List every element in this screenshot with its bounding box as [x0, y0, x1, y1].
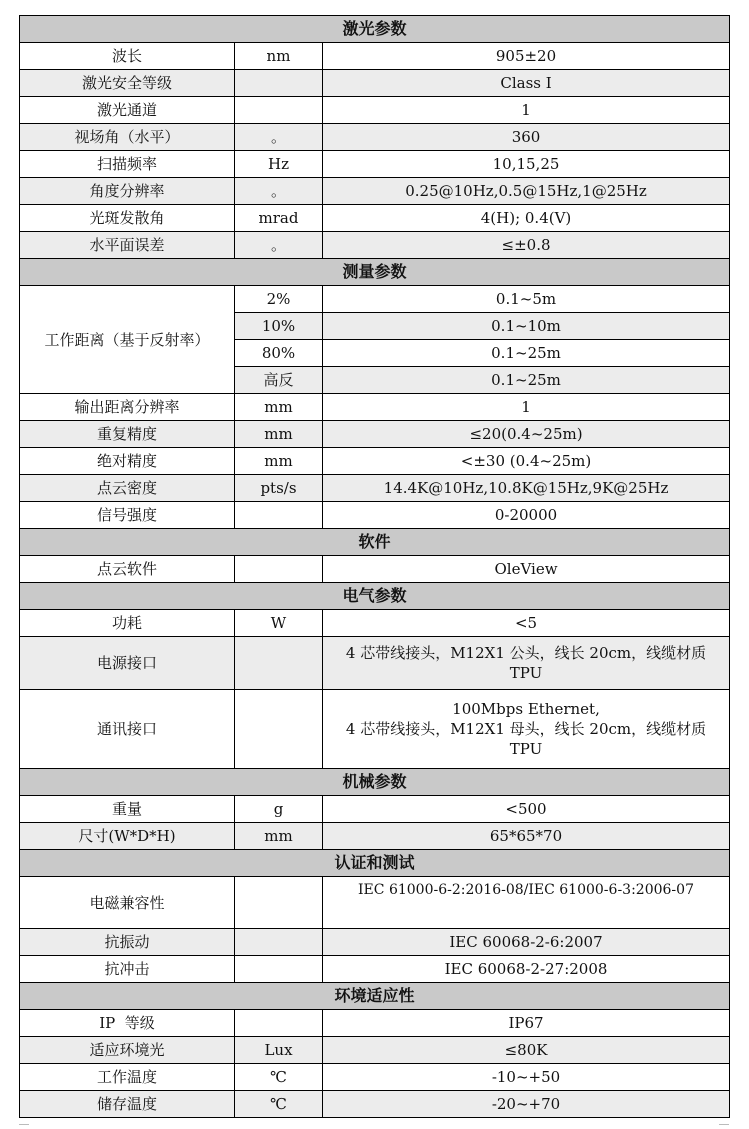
table-row: [20, 232, 730, 259]
table-row: [20, 637, 730, 690]
param-unit: Hz: [235, 151, 323, 178]
param-value: OleView: [323, 556, 730, 583]
reflectivity: 10%: [235, 313, 323, 340]
section-title: 软件: [20, 529, 730, 556]
value-line: 4 芯带线接头，M12X1 母头，线长 20cm，线缆材质: [345, 720, 707, 738]
value-line: 4 芯带线接头，M12X1 公头，线长 20cm，线缆材质: [345, 644, 707, 662]
param-unit: [235, 502, 323, 529]
param-value: 10,15,25: [323, 151, 730, 178]
param-name: 重量: [20, 796, 235, 823]
param-name: 工作温度: [20, 1064, 235, 1091]
table-row: [20, 421, 730, 448]
param-unit: [235, 637, 323, 690]
section-title: 激光参数: [20, 16, 730, 43]
param-value: 0.1~5m: [323, 286, 730, 313]
table-row: [20, 823, 730, 850]
param-name: 点云密度: [20, 475, 235, 502]
param-value: 0.1~10m: [323, 313, 730, 340]
section-header-measure: [20, 259, 730, 286]
page-edge-marks: [0, 1124, 749, 1129]
section-header-electrical: [20, 583, 730, 610]
param-name: 波长: [20, 43, 235, 70]
param-name: 角度分辨率: [20, 178, 235, 205]
param-value: Class I: [323, 70, 730, 97]
param-name: 抗振动: [20, 929, 235, 956]
section-title: 认证和测试: [20, 850, 730, 877]
param-unit: ℃: [235, 1064, 323, 1091]
param-value: 4(H); 0.4(V): [323, 205, 730, 232]
param-value: 1: [323, 97, 730, 124]
table-row: [20, 502, 730, 529]
table-row: [20, 1010, 730, 1037]
param-name: IP 等级: [20, 1010, 235, 1037]
table-row: [20, 1037, 730, 1064]
param-value: ≤±0.8: [323, 232, 730, 259]
table-row: [20, 448, 730, 475]
param-name: 重复精度: [20, 421, 235, 448]
param-value: ≤80K: [323, 1037, 730, 1064]
param-value: 0.25@10Hz,0.5@15Hz,1@25Hz: [323, 178, 730, 205]
param-unit: mm: [235, 394, 323, 421]
reflectivity: 2%: [235, 286, 323, 313]
param-value: 1: [323, 394, 730, 421]
param-unit: [235, 556, 323, 583]
value-line: 100Mbps Ethernet,: [452, 700, 600, 718]
table-row: [20, 956, 730, 983]
param-unit: nm: [235, 43, 323, 70]
table-row: [20, 286, 730, 313]
param-unit: 。: [235, 124, 323, 151]
param-unit: [235, 690, 323, 769]
param-value: 65*65*70: [323, 823, 730, 850]
param-name: 点云软件: [20, 556, 235, 583]
param-unit: g: [235, 796, 323, 823]
param-value: <±30 (0.4~25m): [323, 448, 730, 475]
table-row: [20, 929, 730, 956]
param-value: 0.1~25m: [323, 340, 730, 367]
reflectivity: 高反: [235, 367, 323, 394]
corner-mark: [719, 1124, 729, 1125]
param-value: -20~+70: [323, 1091, 730, 1118]
param-value: 905±20: [323, 43, 730, 70]
table-row: [20, 124, 730, 151]
param-name: 电源接口: [20, 637, 235, 690]
value-line: TPU: [509, 664, 543, 682]
param-unit: mm: [235, 421, 323, 448]
param-name: 视场角（水平）: [20, 124, 235, 151]
param-name: 电磁兼容性: [20, 877, 235, 929]
param-name: 绝对精度: [20, 448, 235, 475]
param-name: 水平面误差: [20, 232, 235, 259]
param-name: 信号强度: [20, 502, 235, 529]
param-value: IEC 60068-2-6:2007: [323, 929, 730, 956]
param-name: 适应环境光: [20, 1037, 235, 1064]
param-name: 通讯接口: [20, 690, 235, 769]
param-unit: mrad: [235, 205, 323, 232]
param-unit: [235, 877, 323, 929]
range-label: 工作距离（基于反射率）: [20, 286, 235, 394]
value-line: TPU: [509, 740, 543, 758]
table-row: [20, 1064, 730, 1091]
section-title: 机械参数: [20, 769, 730, 796]
reflectivity: 80%: [235, 340, 323, 367]
param-unit: [235, 929, 323, 956]
param-value: 0.1~25m: [323, 367, 730, 394]
param-name: 输出距离分辨率: [20, 394, 235, 421]
param-name: 抗冲击: [20, 956, 235, 983]
param-value: [323, 690, 730, 769]
section-header-laser: [20, 16, 730, 43]
table-row: [20, 151, 730, 178]
section-title: 电气参数: [20, 583, 730, 610]
param-name: 储存温度: [20, 1091, 235, 1118]
table-row: [20, 394, 730, 421]
spec-table: [19, 15, 730, 1118]
param-value: [323, 637, 730, 690]
param-unit: 。: [235, 232, 323, 259]
param-unit: ℃: [235, 1091, 323, 1118]
param-value: 14.4K@10Hz,10.8K@15Hz,9K@25Hz: [323, 475, 730, 502]
param-value: 0-20000: [323, 502, 730, 529]
table-row: [20, 610, 730, 637]
param-value: ≤20(0.4~25m): [323, 421, 730, 448]
param-value: IEC 60068-2-27:2008: [323, 956, 730, 983]
param-unit: [235, 956, 323, 983]
param-unit: Lux: [235, 1037, 323, 1064]
param-unit: mm: [235, 823, 323, 850]
param-unit: W: [235, 610, 323, 637]
param-value: IEC 61000-6-2:2016-08/IEC 61000-6-3:2006-07: [323, 877, 730, 929]
section-header-mechanical: [20, 769, 730, 796]
param-unit: mm: [235, 448, 323, 475]
param-value: -10~+50: [323, 1064, 730, 1091]
param-unit: [235, 97, 323, 124]
table-row: [20, 556, 730, 583]
section-header-env: [20, 983, 730, 1010]
table-row: [20, 97, 730, 124]
table-row: [20, 690, 730, 769]
table-row: [20, 43, 730, 70]
section-title: 测量参数: [20, 259, 730, 286]
param-value: IP67: [323, 1010, 730, 1037]
param-name: 激光安全等级: [20, 70, 235, 97]
table-row: [20, 178, 730, 205]
param-value: 360: [323, 124, 730, 151]
table-row: [20, 796, 730, 823]
table-row: [20, 475, 730, 502]
param-name: 尺寸(W*D*H): [20, 823, 235, 850]
param-value: <5: [323, 610, 730, 637]
param-name: 功耗: [20, 610, 235, 637]
param-name: 扫描频率: [20, 151, 235, 178]
corner-mark: [19, 1124, 29, 1125]
table-row: [20, 70, 730, 97]
param-unit: [235, 70, 323, 97]
param-unit: [235, 1010, 323, 1037]
param-unit: pts/s: [235, 475, 323, 502]
section-header-software: [20, 529, 730, 556]
section-header-cert: [20, 850, 730, 877]
param-name: 激光通道: [20, 97, 235, 124]
param-name: 光斑发散角: [20, 205, 235, 232]
param-value: <500: [323, 796, 730, 823]
table-row: [20, 1091, 730, 1118]
section-title: 环境适应性: [20, 983, 730, 1010]
param-unit: 。: [235, 178, 323, 205]
table-row: [20, 205, 730, 232]
table-row: [20, 877, 730, 929]
